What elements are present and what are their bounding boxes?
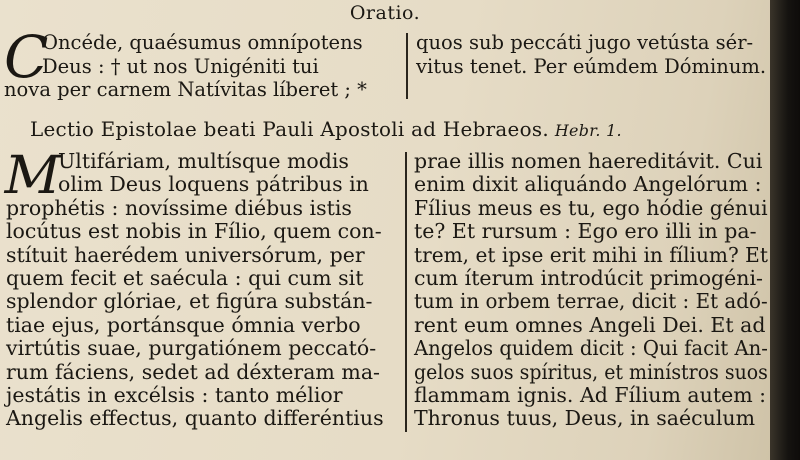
epistle-right-column [414,150,770,431]
epistle-line: enim dixit aliquándo Angelórum : [414,172,762,197]
epistle-line: rent eum omnes Angeli Dei. Et ad [414,312,766,337]
lectio-title: Lectio Epistolae beati Pauli Apostoli ad Hebraeos. [30,117,549,141]
epistle-line: Angelos quidem dicit : Qui facit An- [414,336,768,361]
oratio-right-column [416,31,766,78]
epistle-line: cum íterum introdúcit primogéni- [414,266,763,291]
column-divider [406,33,408,99]
epistle-line: rum fáciens, sedet ad déxteram ma- [6,359,380,384]
lectio-reference: Hebr. 1. [554,121,622,140]
oratio-heading: Oratio. [349,2,421,24]
epistle-line: prophétis : novíssime diébus istis [6,195,352,220]
epistle-line: olim Deus loquens pátribus in [58,172,369,197]
oratio-line: Oncéde, quaésumus omnípotens [42,31,363,54]
oratio-line: Deus : † ut nos Unigéniti tui [42,54,319,78]
oratio-left-column [4,23,402,102]
oratio-line: vitus tenet. Per eúmdem Dóminum. [416,54,767,78]
epistle-line: tiae ejus, portánsque ómnia verbo [6,312,361,337]
epistle-line: stítuit haerédem universórum, per [6,242,365,267]
epistle-line: locútus est nobis in Fílio, quem con- [6,219,382,244]
column-divider [405,152,407,432]
epistle-left-column [4,146,398,431]
epistle-line: flammam ignis. Ad Fílium autem : [414,383,767,408]
epistle-line: virtútis suae, purgatiónem peccató- [6,336,377,361]
epistle-line: jestátis in excélsis : tanto mélior [6,383,343,408]
oratio-drop-cap: C [4,23,49,91]
epistle-line: Ultifáriam, multísque modis [58,149,349,173]
oratio-line: nova per carnem Natívitas líberet ; * [4,78,367,101]
epistle-line: te? Et rursum : Ego ero illi in pa- [414,219,757,244]
epistle-line: gelos suos spíritus, et minístros suos [414,359,768,384]
epistle-line: splendor glóriae, et figúra substán- [6,289,373,314]
epistle-line: Fílius meus es tu, ego hódie génui [414,195,768,220]
lectio-title-line [30,117,765,141]
oratio-line: quos sub peccáti jugo vetústa sér- [416,31,754,54]
epistle-line: prae illis nomen haereditávit. Cui [414,149,763,173]
epistle-line: tum in orbem terrae, dicit : Et adó- [414,289,768,314]
epistle-drop-cap: M [4,146,61,206]
epistle-line: Angelis effectus, quanto differéntius [6,406,384,431]
page-edge-shadow [770,0,800,460]
epistle-line: trem, et ipse erit mihi in fílium? Et [414,242,768,267]
epistle-line: Thronus tuus, Deus, in saéculum [414,406,756,431]
epistle-line: quem fecit et saécula : qui cum sit [6,266,364,291]
